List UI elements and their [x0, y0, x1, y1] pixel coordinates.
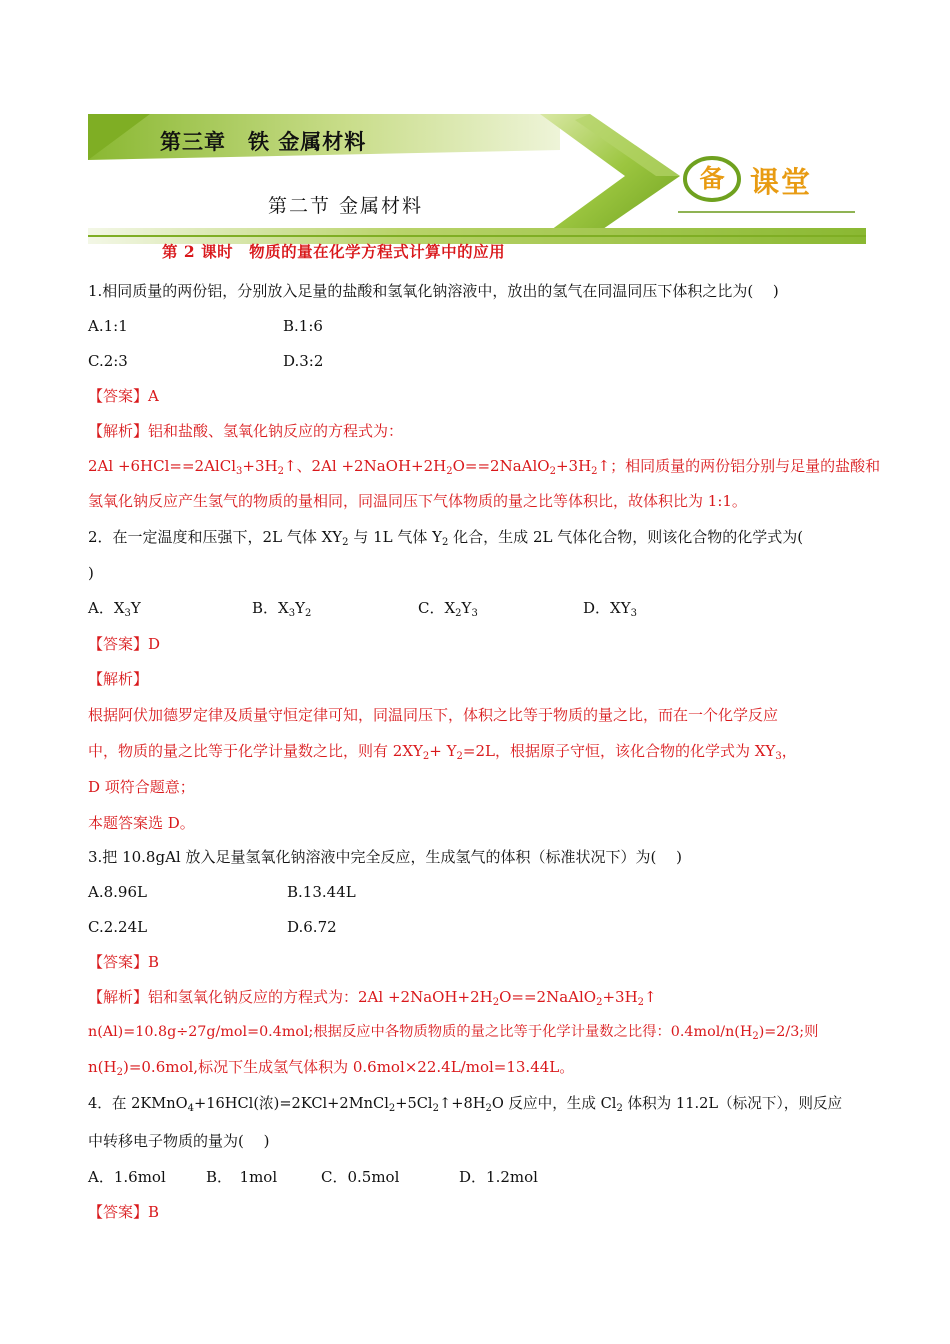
text: 中，物质的量之比等于化学计量数之比，则有 2XY [88, 742, 423, 760]
text: O==2NaAlO [499, 988, 597, 1006]
text: ↑ [644, 988, 657, 1006]
text: +3H [555, 457, 592, 475]
text: 2．在一定温度和压强下，2L 气体 XY [88, 528, 343, 546]
q3-analysis-line2 [88, 1022, 818, 1042]
text: + Y [429, 742, 457, 760]
subscript: 2 [456, 751, 463, 762]
text: )=0.6mol,标况下生成氢气体积为 0.6mol×22.4L/mol=13.44L。 [122, 1058, 575, 1076]
text: ， [781, 742, 797, 760]
subscript: 2 [277, 466, 284, 477]
q3-option-c: C.2.24L [88, 918, 148, 936]
text: +3H [242, 457, 278, 475]
subscript: 2 [388, 1103, 396, 1114]
text: B．X [252, 599, 289, 617]
subscript: 2 [304, 608, 312, 619]
subscript: 2 [485, 1103, 492, 1114]
text: 2Al +6HCl==2AlCl [88, 457, 236, 475]
q1-answer: 【答案】A [88, 387, 159, 405]
subscript: 3 [471, 608, 478, 619]
text: 化合，生成 2L 气体化合物，则该化合物的化学式为( [448, 528, 804, 546]
text: ↑、2Al +2NaOH+2H [283, 457, 447, 475]
q4-option-b: B． 1mol [206, 1168, 278, 1186]
subscript: 3 [236, 466, 243, 477]
q1-analysis [88, 421, 403, 441]
text: n(H [88, 1058, 117, 1076]
text: O==2NaAlO [452, 457, 550, 475]
q1-option-c: C.2:3 [88, 352, 128, 370]
subscript: 2 [637, 997, 645, 1008]
text: A．X [88, 599, 125, 617]
subscript: 2 [455, 608, 462, 619]
q1-option-b: B.1:6 [283, 317, 323, 335]
text: Y [461, 599, 472, 617]
lesson-title: 第 2 课时 物质的量在化学方程式计算中的应用 [162, 242, 506, 261]
text: Y [295, 599, 305, 617]
logo-badge: 备 [699, 164, 725, 193]
subscript: 2 [342, 537, 349, 548]
q3-option-b: B.13.44L [287, 883, 356, 901]
subscript: 3 [124, 608, 131, 619]
subscript: 3 [630, 608, 637, 619]
text: 铝和氢氧化钠反应的方程式为：2Al +2NaOH+2H [148, 988, 493, 1006]
logo-text: 课堂 [750, 165, 813, 199]
q4-option-a: A．1.6mol [88, 1168, 166, 1186]
subscript: 2 [492, 997, 500, 1008]
q1-analysis-line3: 氢氧化钠反应产生氢气的物质的量相同，同温同压下气体物质的量之比等体积比，故体积比为 1:1。 [88, 492, 747, 510]
q1-option-d: D.3:2 [283, 352, 324, 370]
q3-stem: 3.把 10.8gAl 放入足量氢氧化钠溶液中完全反应，生成氢气的体积（标准状况下）为( ) [88, 848, 682, 866]
text: Y [130, 599, 141, 617]
text: O 反应中，生成 Cl [491, 1095, 617, 1112]
q2-option-d [583, 598, 637, 618]
subscript: 2 [591, 466, 598, 477]
q4-option-c: C．0.5mol [321, 1168, 400, 1186]
subscript: 2 [616, 1103, 623, 1114]
q2-stem-line2: ) [88, 564, 94, 582]
text: C．X [418, 599, 456, 617]
subscript: 2 [422, 751, 430, 762]
text: 与 1L 气体 Y [348, 528, 443, 546]
subscript: 2 [446, 466, 453, 477]
text: +5Cl [395, 1095, 433, 1112]
text: D．XY [583, 599, 631, 617]
analysis-label: 【解析】 [88, 422, 149, 440]
q1-stem: 1.相同质量的两份铝，分别放入足量的盐酸和氢氧化钠溶液中，放出的氢气在同温同压下体积之比为( ) [88, 282, 779, 300]
q3-option-a: A.8.96L [88, 883, 147, 901]
q2-analysis-line4: 本题答案选 D。 [88, 814, 195, 832]
subscript: 2 [752, 1031, 759, 1042]
analysis-label: 【解析】 [88, 988, 149, 1006]
q4-stem [88, 1094, 842, 1114]
section-title: 第二节 金属材料 [268, 195, 424, 217]
q3-answer: 【答案】B [88, 953, 160, 971]
q3-option-d: D.6.72 [287, 918, 337, 936]
text: +3H [602, 988, 638, 1006]
header-banner [0, 0, 950, 260]
q3-analysis [88, 987, 657, 1007]
chapter-title: 第三章 铁 金属材料 [160, 130, 367, 154]
text: +16HCl(浓)=2KCl+2MnCl [193, 1095, 389, 1112]
q2-stem [88, 527, 803, 547]
analysis-text: 铝和盐酸、氢氧化钠反应的方程式为： [148, 422, 404, 440]
subscript: 2 [432, 1103, 439, 1114]
q2-option-a [88, 598, 141, 618]
subscript: 3 [288, 608, 296, 619]
q2-analysis-line2 [88, 741, 797, 761]
q2-analysis-label: 【解析】 [88, 670, 149, 688]
text: n(Al)=10.8g÷27g/mol=0.4mol;根据反应中各物质物质的量之比等于化学计量数之比得：0.4mol/n(H [88, 1024, 753, 1040]
text: =2L，根据原子守恒，该化合物的化学式为 XY [462, 742, 776, 760]
banner-graphic [0, 0, 950, 260]
text: 体积为 11.2L（标况下），则反应 [622, 1095, 843, 1112]
q2-answer: 【答案】D [88, 635, 161, 653]
q2-option-c [418, 598, 478, 618]
text: ↑+8H [438, 1095, 486, 1112]
q4-stem-line2: 中转移电子物质的量为( ) [88, 1132, 270, 1150]
q1-equations [88, 456, 880, 476]
subscript: 2 [596, 997, 603, 1008]
text: )=2/3;则 [758, 1024, 819, 1040]
text: 4．在 2KMnO [88, 1095, 188, 1112]
subscript: 2 [116, 1067, 123, 1078]
subscript: 2 [442, 537, 449, 548]
q4-answer: 【答案】B [88, 1203, 160, 1221]
subscript: 2 [549, 466, 556, 477]
subscript: 3 [775, 751, 782, 762]
q2-analysis-line1: 根据阿伏加德罗定律及质量守恒定律可知，同温同压下，体积之比等于物质的量之比，而在一个化学反应 [88, 706, 779, 724]
q1-option-a: A.1:1 [88, 317, 128, 335]
q2-option-b [252, 598, 311, 618]
q2-analysis-line3: D 项符合题意； [88, 778, 195, 796]
q4-option-d: D．1.2mol [459, 1168, 538, 1186]
q3-analysis-line3 [88, 1057, 574, 1077]
subscript: 4 [187, 1103, 194, 1114]
text: ↑；相同质量的两份铝分别与足量的盐酸和 [597, 457, 881, 475]
